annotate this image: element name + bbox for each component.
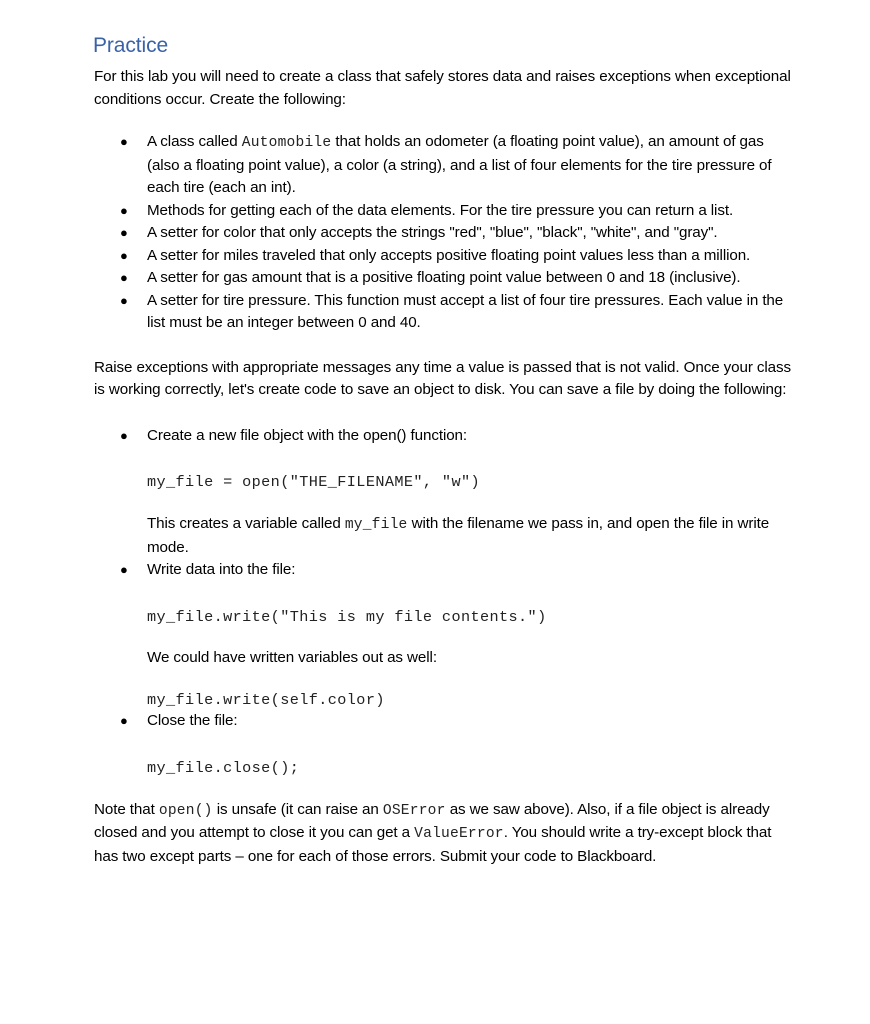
- code-line-open: my_file = open("THE_FILENAME", "w"): [147, 473, 480, 491]
- requirement-item-automobile-class: ● A class called Automobile that holds an odometer (a floating point value), an amount of gas (also a floating point value), a color (a string), and a list of four elements for the tire pressure of each tire (each an int).: [120, 133, 772, 196]
- inline-code-open: open(): [158, 802, 213, 819]
- requirement-item-color-setter: ● A setter for color that only accepts the strings "red", "blue", "black", "white", and "gray".: [94, 222, 794, 245]
- step-explain-open: This creates a variable called my_file with the filename we pass in, and open the file in write mode.: [147, 515, 770, 556]
- requirements-list: [94, 131, 794, 335]
- note-paragraph: Note that open() is unsafe (it can raise an OSError as we saw above). Also, if a file object is already closed and you attempt to close it you can get a ValueError. You should write a try-except block that has two except parts – one for each of those errors. Submit your code to Blackboard.: [94, 800, 772, 865]
- intro-paragraph: For this lab you will need to create a class that safely stores data and raises exceptions when exceptional conditions occur. Create the following:: [94, 68, 791, 108]
- raise-exceptions-paragraph: Raise exceptions with appropriate messages any time a value is passed that is not valid. Once your class is working correctly, let's create code to save an object to disk. You can save a file by doing the following:: [94, 358, 792, 398]
- page-title: Practice: [93, 34, 169, 57]
- document-page: [94, 32, 794, 868]
- step-label-open: Create a new file object with the open() function:: [147, 426, 468, 444]
- step-item-write-file: [94, 559, 794, 710]
- bullet-icon: ●: [120, 427, 128, 443]
- step-explain-write: We could have written variables out as well:: [147, 648, 437, 666]
- step-item-open-file: [94, 425, 794, 560]
- code-line-write: my_file.write("This is my file contents."): [147, 607, 547, 626]
- inline-code-my-file: my_file: [344, 517, 408, 533]
- bullet-icon: ●: [120, 713, 128, 728]
- inline-code-oserror: OSError: [382, 802, 446, 819]
- requirement-item-getters: ● Methods for getting each of the data elements. For the tire pressure you can return a list.: [94, 200, 794, 223]
- requirement-item-gas-setter: ● A setter for gas amount that is a positive floating point value between 0 and 18 (inclusive).: [94, 267, 794, 290]
- inline-code-automobile: Automobile: [241, 135, 332, 151]
- code-line-close: my_file.close();: [147, 758, 300, 777]
- requirement-item-tire-setter: ● A setter for tire pressure. This function must accept a list of four tire pressures. Each value in the list must be an integer between 0 and 40.: [120, 291, 784, 331]
- requirement-item-miles-setter: ● A setter for miles traveled that only accepts positive floating point values less than a million.: [94, 245, 794, 268]
- bullet-icon: ●: [120, 202, 128, 218]
- bullet-icon: ●: [120, 270, 128, 285]
- file-steps-list: [94, 425, 794, 779]
- inline-code-valueerror: ValueError: [414, 826, 504, 842]
- bullet-icon: ●: [120, 247, 128, 263]
- bullet-icon: ●: [120, 562, 128, 577]
- bullet-icon: ●: [120, 134, 128, 149]
- step-item-close-file: [94, 710, 794, 779]
- step-label-close: Close the file:: [147, 712, 238, 729]
- code-line-write-color: my_file.write(self.color): [147, 691, 385, 709]
- bullet-icon: ●: [120, 225, 128, 240]
- bullet-icon: ●: [120, 292, 128, 308]
- step-label-write: Write data into the file:: [147, 561, 296, 578]
